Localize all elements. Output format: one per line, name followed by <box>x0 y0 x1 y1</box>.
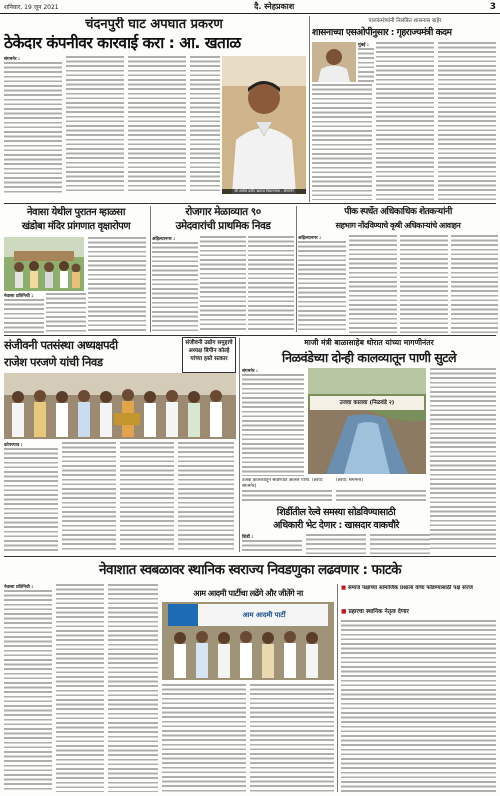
article9-body-left <box>4 584 158 792</box>
section-rule <box>4 203 496 204</box>
article7-body-right <box>430 368 496 552</box>
article2-kicker: पालकमंत्र्यांनी निलंबित शासनास बाहेर <box>368 18 442 24</box>
article7-col3 <box>336 490 426 504</box>
article5-col2 <box>349 235 397 333</box>
article8-byline: शिर्डी : <box>242 535 254 540</box>
article4-col2 <box>200 236 246 332</box>
article4-headline2: उमेदवारांची प्राथमिक निवड <box>175 220 271 232</box>
article3-col2 <box>46 293 86 333</box>
article9-bullet1 <box>341 585 496 607</box>
article9-col2 <box>56 584 104 792</box>
article8-headline1: शिर्डीतील रेल्वे समस्या सोडविण्यासाठी <box>276 507 396 518</box>
felicitation-group-photo-icon <box>4 373 236 439</box>
article7-body-left <box>242 368 304 476</box>
article7-col2 <box>242 490 332 504</box>
article7-body-bottom <box>242 490 426 504</box>
column-divider <box>296 206 297 332</box>
article8-col2 <box>306 534 366 554</box>
article1-col4 <box>190 56 220 194</box>
article9-bullet1-text: समाज पक्षाच्या सामाजिक प्रश्नाला वाचा फोडण्यासाठी पक्ष सज्ज <box>347 585 473 591</box>
bullet-icon: ■ <box>341 609 349 615</box>
article5-col3 <box>400 235 448 333</box>
article8-body <box>242 534 430 554</box>
article9-byline: नेवासा प्रतिनिधी : <box>4 585 34 590</box>
article4-byline: अहिल्यानगर : <box>152 237 176 242</box>
person-portrait-icon <box>222 56 306 194</box>
article3-col3 <box>88 237 146 333</box>
article9-bullet2 <box>341 608 496 618</box>
article5-byline: अहिल्यानगर : <box>298 236 322 241</box>
article7-headline: निळवंडेच्या दोन्ही कालव्यातून पाणी सुटले <box>281 350 457 365</box>
article8-col3 <box>370 534 430 554</box>
article2-col1-top <box>358 48 374 82</box>
masthead-date: शनिवार, 19 जून 2021 <box>4 3 59 11</box>
section-rule <box>4 335 496 336</box>
article1-photo-caption: श्री अमोल प्रदीप खताळ विधानसभा - संगमनेर <box>222 189 306 194</box>
column-divider <box>239 338 240 552</box>
article9-col6 <box>341 620 496 792</box>
article1-col2 <box>66 56 124 194</box>
article9-body-middle <box>162 684 334 792</box>
article9-body-right <box>341 620 496 792</box>
article2-col2 <box>376 42 434 200</box>
article8-col1 <box>242 540 302 554</box>
article2-body <box>312 42 498 200</box>
masthead <box>0 0 500 14</box>
article6-headline2: राजेश परजणे यांची निवड <box>4 355 103 369</box>
article1-col1 <box>4 62 62 194</box>
article6-headline1: संजीवनी पतसंस्था अध्यक्षपदी <box>4 338 118 352</box>
article6-col1 <box>4 448 58 552</box>
article7-kicker: माजी मंत्री बाळासाहेब थोरात यांच्या मागणीनंतर <box>304 338 434 347</box>
article1-col3 <box>128 56 186 194</box>
article9-col3 <box>108 584 158 792</box>
article5-headline2: सहभाग नोंदविण्याचे कृषी अधिकाऱ्यांचे आवाहन <box>335 221 461 230</box>
article3-headline1: नेवासा येथील पुरातन म्हाळसा <box>26 207 126 218</box>
article8-headline2: अधिकारी भेट देणार : खासदार वाकचौरे <box>273 520 399 531</box>
article4-body <box>152 236 294 332</box>
article6-col3 <box>120 442 174 552</box>
article9-headline: नेवाशात स्वबळावर स्थानिक स्वराज्य निवडणुका लढवणार : फाटके <box>99 562 401 578</box>
article9-col5 <box>250 684 334 792</box>
article3-body <box>4 237 148 333</box>
masthead-brand: दै. स्नेहप्रकाश <box>254 2 295 11</box>
article5-body <box>298 235 498 333</box>
article7-col1 <box>242 374 304 476</box>
article3-byline: नेवासा प्रतिनिधी : <box>4 294 34 299</box>
article7-photo-label: उजवा कालवा (निळवंडे २) <box>339 400 395 406</box>
column-divider <box>337 584 338 792</box>
article7-byline: संगमनेर : <box>242 369 258 374</box>
article7-photo <box>308 368 426 474</box>
article6-kicker: संजीवनी उद्योग समुहाचे अध्यक्ष बिपीन कोल्हे यांच्या हस्ते सत्कार <box>185 340 233 362</box>
article9-sub-headline: आम आदमी पार्टीचा लढेंगे और जीतेंगे ना <box>193 588 303 598</box>
article6-col2 <box>62 442 116 552</box>
article2-col3 <box>438 42 496 200</box>
article6-kicker-box <box>182 337 236 373</box>
article6-photo <box>4 373 236 439</box>
article9-banner-text: आम आदमी पार्टी <box>242 611 286 619</box>
article1-photo <box>222 56 306 194</box>
article7-caption-right: (छाया: संगमनेर) <box>336 478 364 483</box>
article7-col4 <box>430 368 496 552</box>
article4-headline1: रोजगार मेळाव्यात ९० <box>185 206 261 218</box>
section-rule <box>4 556 496 557</box>
article3-headline2: खंडोबा मंदिर प्रांगणात वृक्षारोपण <box>21 221 131 232</box>
page-number: 3 <box>489 1 496 12</box>
column-divider <box>309 16 310 202</box>
article9-col1 <box>4 590 52 792</box>
canal-water-photo-icon <box>308 368 426 474</box>
bullet-icon: ■ <box>341 585 348 591</box>
article3-col1 <box>4 299 44 333</box>
article6-byline: कोपरगाव : <box>4 443 23 448</box>
article5-col4 <box>451 235 498 333</box>
article9-col4 <box>162 684 246 792</box>
article7-caption-left: उजवा कालव्यातून सोडण्यात आलेले पाणी. (छाया: संगमनेर) <box>242 478 324 489</box>
article9-bullet2-text: प्रहारचा स्थानिक नेतृत्व देणार <box>348 609 409 615</box>
article1-kicker: चंदनपुरी घाट अपघात प्रकरण <box>85 17 223 32</box>
article6-body <box>4 442 236 552</box>
article5-col1 <box>298 241 346 333</box>
article6-col4 <box>178 442 234 552</box>
article2-byline: मुंबई : <box>358 43 369 48</box>
article2-col1 <box>312 84 372 200</box>
article2-headline: शासनाच्या एसओपीनुसार : गृहराज्यमंत्री कदम <box>312 27 452 38</box>
article1-byline: संगमनेर : <box>4 57 20 62</box>
article5-headline1: पीक स्पर्धेत अधिकाधिक शेतकऱ्यांनी <box>344 207 452 217</box>
article4-col3 <box>248 236 294 332</box>
article9-photo <box>162 602 334 680</box>
article4-col1 <box>152 242 198 332</box>
column-divider <box>150 206 151 332</box>
article1-headline: ठेकेदार कंपनीवर कारवाई करा : आ. खताळ <box>4 34 241 52</box>
